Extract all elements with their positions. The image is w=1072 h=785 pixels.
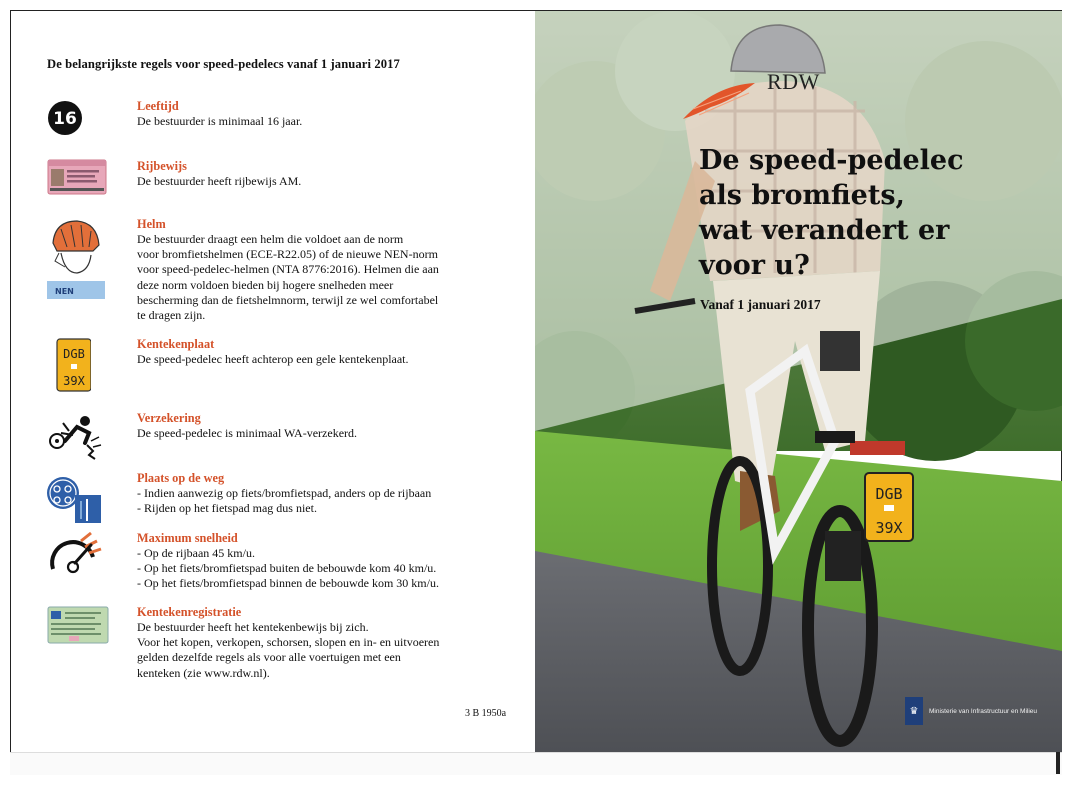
rule-body-line: - Op de rijbaan 45 km/u. (137, 546, 255, 560)
headline-line: De speed-pedelec (699, 145, 964, 176)
cover-panel (535, 11, 1062, 752)
rule-body-line: - Op het fiets/bromfietspad buiten de bebouwde kom 40 km/u. (137, 561, 437, 576)
headline-line: als bromfiets, (699, 180, 905, 211)
svg-text:DGB: DGB (875, 485, 903, 503)
headline-line: wat verandert er (699, 215, 950, 246)
rule-body-line: - Indien aanwezig op fiets/bromfietspad, anders op de rijbaan (137, 486, 432, 500)
bottom-strip (10, 752, 1062, 775)
road-position-icon (47, 471, 107, 523)
registration-card-icon (47, 605, 109, 645)
rule-heading: Verzekering (137, 411, 201, 425)
rules-title: De belangrijkste regels voor speed-pedelecs vanaf 1 januari 2017 (47, 57, 400, 71)
document-reference: 3 B 1950a (465, 708, 507, 719)
rule-body-line: De bestuurder is minimaal 16 jaar. (137, 114, 303, 128)
cover-subline: Vanaf 1 januari 2017 (700, 297, 821, 312)
rule-body-line: gelden dezelfde regels als voor alle voertuigen met een (137, 650, 401, 665)
rule-body-line: De bestuurder heeft het kentekenbewijs bij zich. (137, 620, 369, 634)
svg-text:39X: 39X (63, 374, 85, 388)
license-plate-icon (47, 337, 91, 393)
rule-body-line: bescherming dan de fietshelmnorm, terwijl ze wel comfortabel (137, 292, 439, 307)
rule-body-line: De bestuurder heeft rijbewijs AM. (137, 174, 302, 188)
ministry-logo (905, 695, 1037, 727)
svg-text:16: 16 (53, 109, 77, 129)
rule-heading: Rijbewijs (137, 159, 187, 173)
rule-body-line: Voor het kopen, verkopen, schorsen, slopen en in- en uitvoeren (137, 635, 440, 650)
rule-heading: Kentekenplaat (137, 337, 215, 351)
rule-heading: Kentekenregistratie (137, 605, 242, 619)
helmet-icon (47, 217, 107, 303)
speedometer-icon (47, 531, 107, 575)
rules-panel (11, 11, 535, 752)
rule-body-line: te dragen zijn. (137, 308, 206, 323)
rule-heading: Plaats op de weg (137, 471, 225, 485)
cover-photo (535, 11, 1062, 752)
insurance-icon (47, 411, 107, 461)
drivers-license-icon (47, 159, 107, 195)
rule-body-line: voor speed-pedelec-helmen (NTA 8776:2016). Helmen die aan (137, 262, 439, 277)
rule-body-line: kenteken (zie www.rdw.nl). (137, 665, 270, 680)
rule-heading: Maximum snelheid (137, 531, 238, 545)
scan-edge (1056, 752, 1060, 774)
svg-text:NEN: NEN (55, 287, 74, 296)
rule-body-line: voor bromfietshelmen (ECE-R22.05) of de nieuwe NEN-norm (137, 247, 438, 262)
rule-heading: Leeftijd (137, 99, 179, 113)
rule-body-line: - Rijden op het fietspad mag dus niet. (137, 501, 317, 516)
rule-heading: Helm (137, 217, 166, 231)
svg-text:39X: 39X (875, 519, 903, 537)
rule-body-line: deze norm voldoen bieden bij hogere snelheden meer (137, 277, 394, 292)
age-16-icon (47, 99, 87, 139)
rdw-logo: RDW (767, 69, 820, 94)
ministry-label: Ministerie van Infrastructuur en Milieu (929, 707, 1038, 715)
crest-icon: ♛ (905, 697, 923, 725)
rule-body-line: De bestuurder draagt een helm die voldoet aan de norm (137, 232, 404, 246)
cover-headline (699, 143, 999, 283)
rule-body-line: De speed-pedelec heeft achterop een gele kentekenplaat. (137, 352, 409, 366)
rule-body-line: De speed-pedelec is minimaal WA-verzekerd. (137, 426, 358, 440)
headline-line: voor u? (699, 250, 810, 281)
rule-body-line: - Op het fiets/bromfietspad binnen de bebouwde kom 30 km/u. (137, 576, 439, 591)
svg-text:DGB: DGB (63, 347, 85, 361)
